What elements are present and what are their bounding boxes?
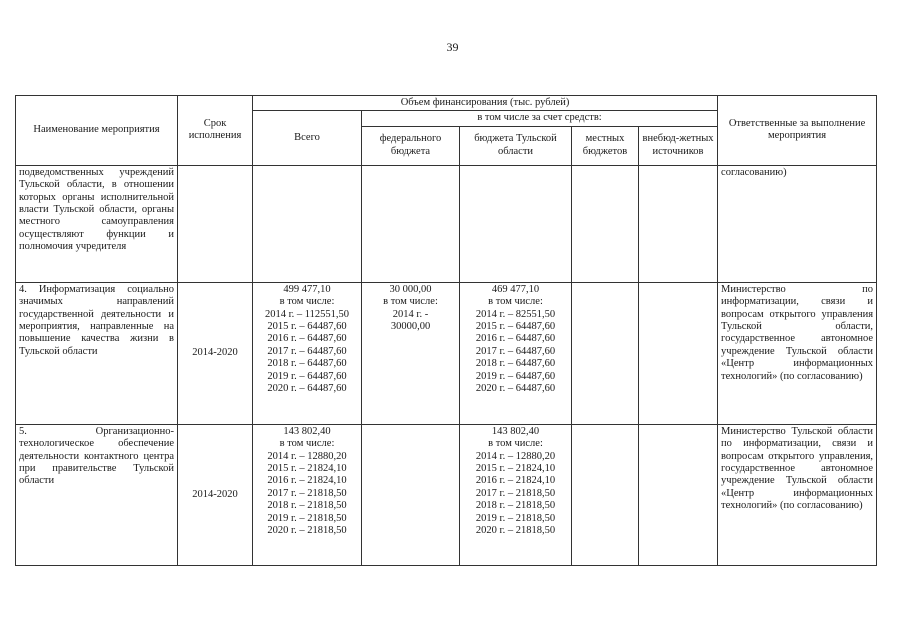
header-federal: федерального бюджета bbox=[362, 126, 460, 165]
cell-term: 2014-2020 bbox=[178, 282, 253, 424]
amount-line: 30000,00 bbox=[390, 321, 431, 333]
amount-line: 2020 г. – 64487,60 bbox=[475, 383, 556, 395]
amount-line: 2016 г. – 21824,10 bbox=[475, 475, 556, 487]
cell-name: подведомственных учреждений Тульской области, в отношении которых органы исполнительной власти Тульской области, органы местного самоуправления осуществляют функции и полномочия учредителя bbox=[16, 165, 178, 282]
amount-line: 30 000,00 bbox=[389, 283, 432, 295]
amount-line: 2017 г. – 21818,50 bbox=[475, 487, 556, 499]
cell-total bbox=[253, 165, 362, 282]
amount-line: 2017 г. – 64487,60 bbox=[267, 345, 347, 357]
cell-total bbox=[253, 282, 362, 424]
amount-line: 2018 г. – 64487,60 bbox=[267, 358, 347, 370]
cell-term bbox=[178, 165, 253, 282]
amount-line: 2019 г. – 64487,60 bbox=[267, 370, 347, 382]
amount-line: 2019 г. – 21818,50 bbox=[475, 512, 556, 524]
funding-table bbox=[15, 95, 877, 566]
header-funding: Объем финансирования (тыс. рублей) bbox=[253, 96, 718, 111]
table-row bbox=[16, 424, 877, 565]
amount-line: 2014 г. - bbox=[392, 308, 429, 320]
amount-line: 2017 г. – 64487,60 bbox=[475, 345, 556, 357]
amount-line: в том числе: bbox=[488, 438, 543, 450]
header-regional: бюджета Тульской области bbox=[460, 126, 572, 165]
amount-line: в том числе: bbox=[488, 296, 543, 308]
amount-line: 2020 г. – 21818,50 bbox=[267, 525, 347, 537]
cell-extrabudget bbox=[639, 282, 718, 424]
cell-regional bbox=[460, 282, 572, 424]
amount-line: 2018 г. – 21818,50 bbox=[267, 500, 347, 512]
cell-responsible: Министерство Тульской области по информатизации, связи и вопросам открытого управления, государственное автономное учреждение Тульской области «Центр информационных технологий» (по согласованию) bbox=[718, 424, 877, 565]
table-row bbox=[16, 282, 877, 424]
amount-line: 2018 г. – 21818,50 bbox=[475, 500, 556, 512]
header-name: Наименование мероприятия bbox=[16, 96, 178, 166]
amount-line: 2016 г. – 64487,60 bbox=[267, 333, 347, 345]
amount-line: 2015 г. – 21824,10 bbox=[475, 463, 556, 475]
amount-line: в том числе: bbox=[383, 296, 438, 308]
amount-line: 499 477,10 bbox=[283, 283, 331, 295]
header-local: местных бюджетов bbox=[572, 126, 639, 165]
amount-line: 2014 г. – 112551,50 bbox=[264, 308, 350, 320]
cell-responsible: Министерство по информатизации, связи и вопросам открытого управления Тульской области, государственное автономное учреждение Тульской области «Центр информационных технологий» (по согласованию) bbox=[718, 282, 877, 424]
table-row bbox=[16, 165, 877, 282]
cell-federal bbox=[362, 424, 460, 565]
amount-line: 2016 г. – 21824,10 bbox=[267, 475, 347, 487]
amount-line: 2014 г. – 82551,50 bbox=[475, 308, 556, 320]
page-number: 39 bbox=[446, 40, 459, 54]
cell-extrabudget bbox=[639, 165, 718, 282]
header-term: Срок исполнения bbox=[178, 96, 253, 166]
cell-local bbox=[572, 424, 639, 565]
cell-total bbox=[253, 424, 362, 565]
cell-regional bbox=[460, 424, 572, 565]
amount-line: 2017 г. – 21818,50 bbox=[267, 487, 347, 499]
amount-line: 2019 г. – 21818,50 bbox=[267, 512, 347, 524]
amount-line: в том числе: bbox=[279, 296, 335, 308]
cell-name: 4. Информатизация социально значимых направлений государственной деятельности и мероприятия, направленные на повышение качества жизни в Тульской области bbox=[16, 282, 178, 424]
amount-line: 2020 г. – 64487,60 bbox=[267, 383, 347, 395]
cell-federal bbox=[362, 165, 460, 282]
amount-line: 2018 г. – 64487,60 bbox=[475, 358, 556, 370]
amount-line: 143 802,40 bbox=[491, 425, 540, 437]
amount-line: 2020 г. – 21818,50 bbox=[475, 525, 556, 537]
amount-line: 2015 г. – 64487,60 bbox=[475, 321, 556, 333]
cell-name: 5. Организационно-технологическое обеспечение деятельности контактного центра при правительстве Тульской области bbox=[16, 424, 178, 565]
amount-line: 2014 г. – 12880,20 bbox=[267, 450, 347, 462]
amount-line: в том числе: bbox=[279, 438, 335, 450]
header-total: Всего bbox=[253, 111, 362, 165]
cell-local bbox=[572, 282, 639, 424]
header-including: в том числе за счет средств: bbox=[362, 111, 718, 126]
amount-line: 2015 г. – 64487,60 bbox=[267, 321, 347, 333]
cell-local bbox=[572, 165, 639, 282]
amount-line: 2014 г. – 12880,20 bbox=[475, 450, 556, 462]
amount-line: 2015 г. – 21824,10 bbox=[267, 463, 347, 475]
header-extrabudget: внебюд-жетных источников bbox=[639, 126, 718, 165]
amount-line: 469 477,10 bbox=[491, 283, 540, 295]
amount-line: 2019 г. – 64487,60 bbox=[475, 370, 556, 382]
header-responsible: Ответственные за выполнение мероприятия bbox=[718, 96, 877, 166]
cell-responsible: согласованию) bbox=[718, 165, 877, 282]
cell-federal bbox=[362, 282, 460, 424]
cell-regional bbox=[460, 165, 572, 282]
cell-term: 2014-2020 bbox=[178, 424, 253, 565]
amount-line: 143 802,40 bbox=[283, 425, 331, 437]
amount-line: 2016 г. – 64487,60 bbox=[475, 333, 556, 345]
cell-extrabudget bbox=[639, 424, 718, 565]
